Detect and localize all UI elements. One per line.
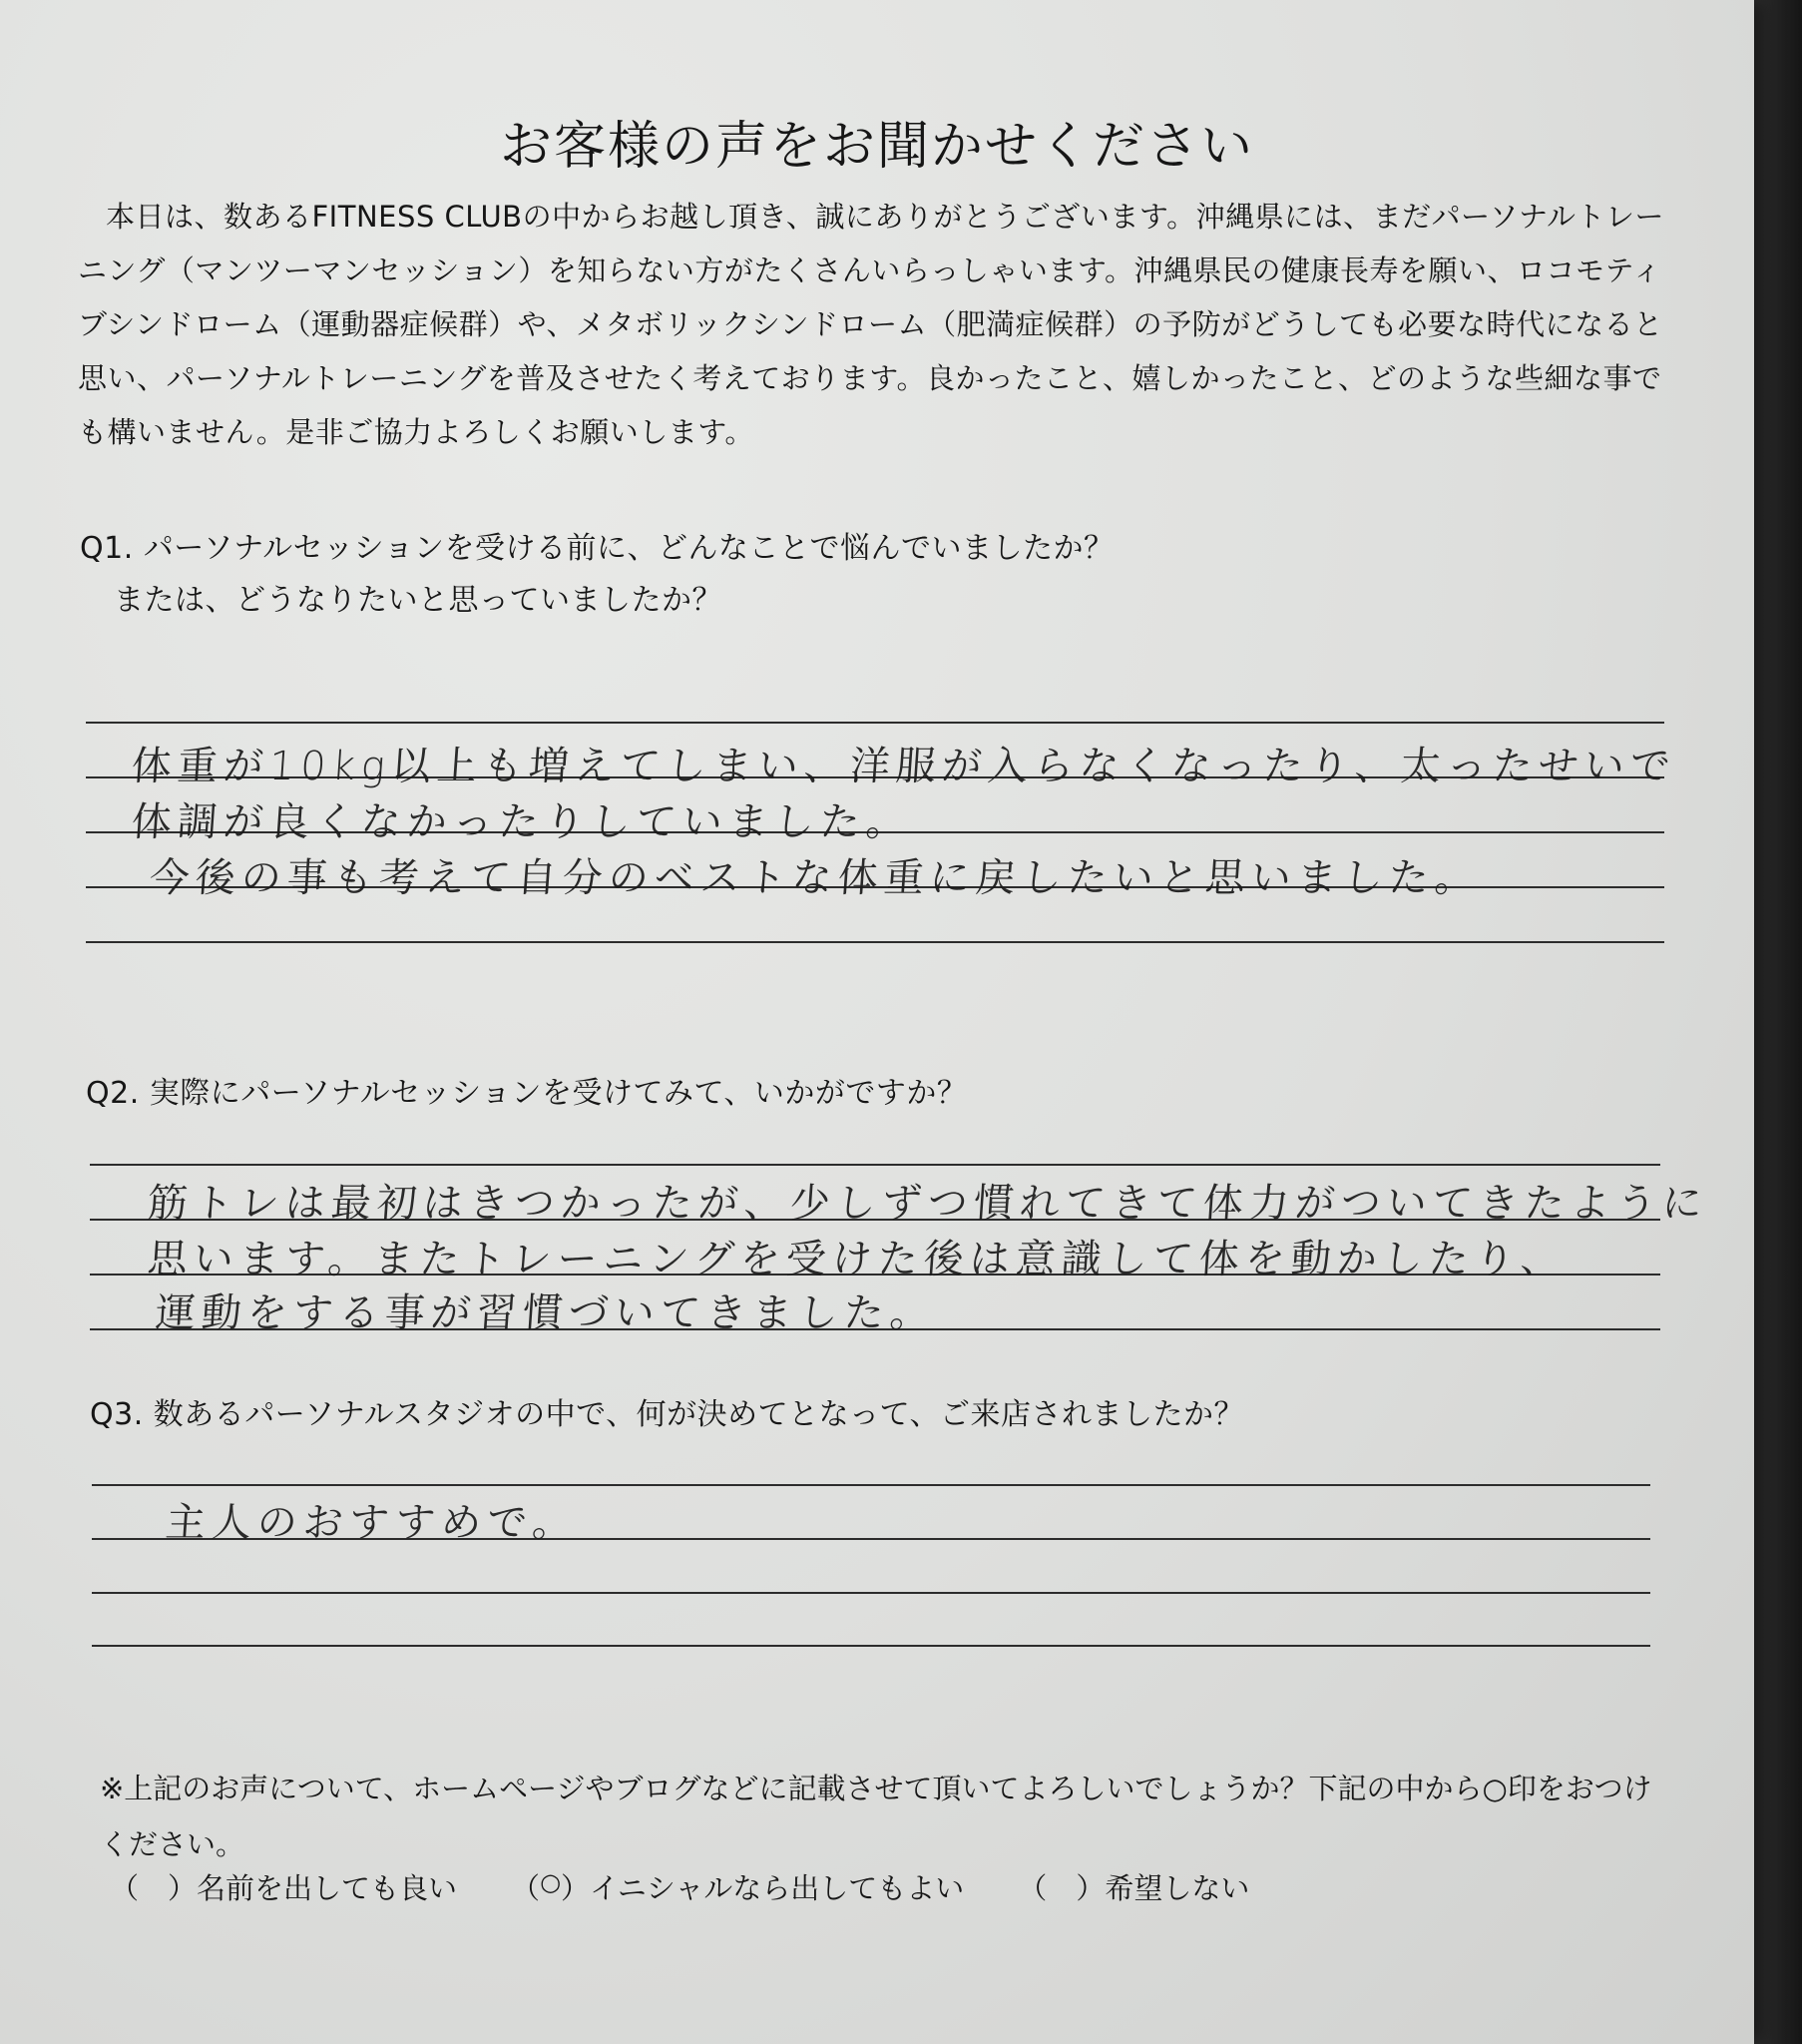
q2-handwritten-answer-3: 運動をする事が習慣づいてきました。 [154, 1290, 938, 1336]
q3-question: Q3. 数あるパーソナルスタジオの中で、何が決めてとなって、ご来店されましたか？ [90, 1397, 1244, 1432]
q1-answer-line-5 [86, 941, 1664, 943]
paren-open: （ [1018, 1871, 1048, 1905]
q1-question-line1: Q1. パーソナルセッションを受ける前に、どんなことで悩んでいましたか？ [80, 531, 1115, 566]
q3-answer-line-3 [92, 1592, 1650, 1594]
q1-question-line2: または、どうなりたいと思っていましたか？ [114, 583, 722, 618]
consent-option-name-ok[interactable]: （ ）名前を出しても良い [110, 1871, 458, 1905]
paren-open: （ [110, 1871, 140, 1905]
q2-handwritten-answer-2: 思います。またトレーニングを受けた後は意識して体を動かしたり、 [146, 1237, 1569, 1282]
q3-answer-line-1 [92, 1484, 1650, 1486]
q2-answer-line-1 [90, 1164, 1660, 1166]
q1-answer-line-1 [86, 722, 1664, 724]
q2-handwritten-answer-1: 筋トレは最初はきつかったが、少しずつ慣れてきて体力がついてきたように [146, 1181, 1710, 1227]
form-title: お客様の声をお聞かせください [499, 117, 1254, 177]
option-mark-circle: ○ [540, 1868, 562, 1896]
option-label: 名前を出しても良い [197, 1871, 458, 1905]
q1-handwritten-answer-1: 体重が10kg以上も増えてしまい、洋服が入らなくなったり、太ったせいで [130, 744, 1678, 789]
q2-question: Q2. 実際にパーソナルセッションを受けてみて、いかがですか？ [86, 1076, 968, 1111]
intro-text: 本日は、数あるFITNESS CLUBの中からお越し頂き、誠にありがとうございます。沖縄県には、まだパーソナルトレーニング（マンツーマンセッション）を知らない方がたくさんいらっしゃいます。沖縄県民の健康長寿を願い、ロコモティブシンドローム（運動器症候群）や、メタボリックシンドローム（肥満症候群）の予防がどうしても必要な時代になると思い、パーソナルトレーニングを普及させたく考えております。良かったこと、嬉しかったこと、どのような些細な事でも構いません。是非ご協力よろしくお願いします。 [78, 200, 1664, 449]
consent-note: ※上記のお声について、ホームページやブログなどに記載させて頂いてよろしいでしょうか？下記の中から○印をおつけください。 [100, 1772, 1652, 1861]
paren-open: （ [511, 1871, 541, 1905]
consent-option-decline[interactable]: （ ）希望しない [1018, 1871, 1250, 1905]
q1-handwritten-answer-2: 体調が良くなかったりしていました。 [130, 799, 914, 845]
option-label: 希望しない [1105, 1871, 1250, 1905]
consent-option-initial-ok[interactable]: （○）イニシャルなら出してもよい [511, 1868, 965, 1905]
q1-handwritten-answer-3: 今後の事も考えて自分のベストな体重に戻したいと思いました。 [148, 855, 1483, 901]
q3-handwritten-answer-1: 主人のおすすめで。 [164, 1500, 580, 1546]
q3-answer-line-4 [92, 1645, 1650, 1647]
option-label: イニシャルなら出してもよい [590, 1871, 965, 1905]
consent-options [110, 1866, 1249, 1907]
